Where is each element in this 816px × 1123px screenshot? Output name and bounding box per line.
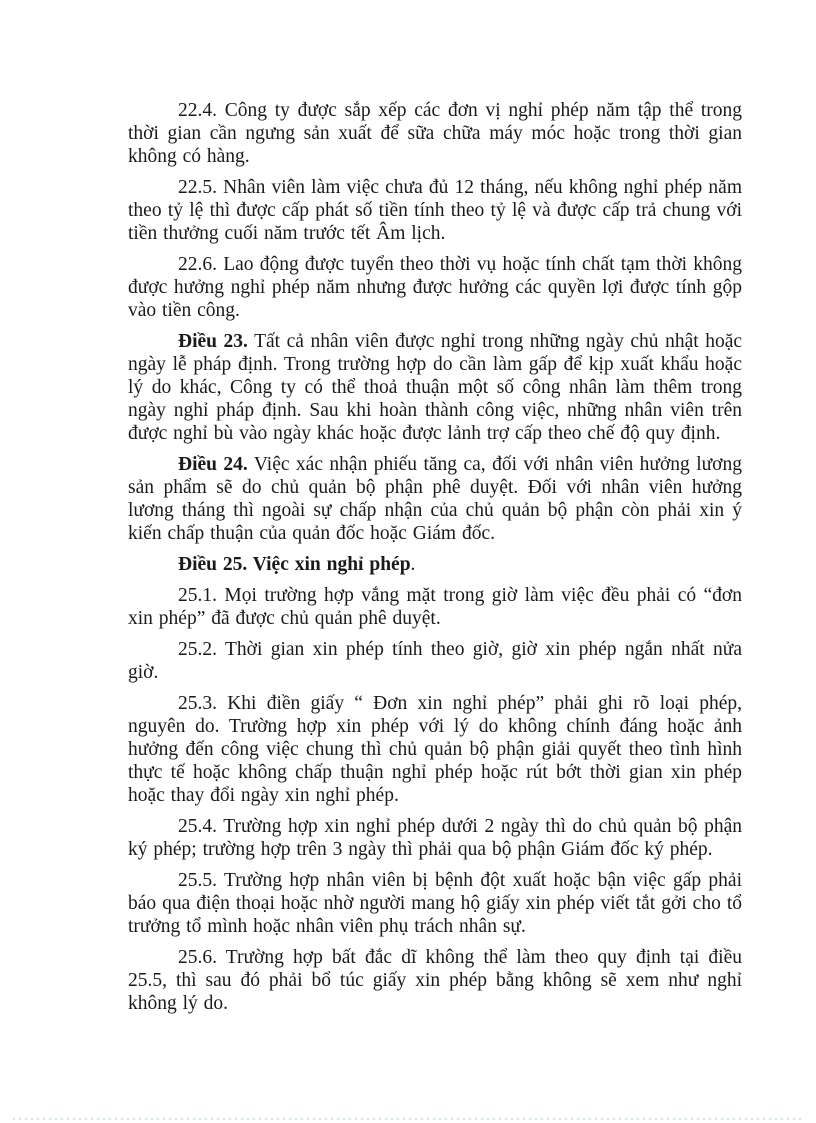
document-body: [128, 99, 742, 1023]
page-bottom-dotted-line: [12, 1117, 804, 1121]
paragraph-22-4-text: 22.4. Công ty được sắp xếp các đơn vị nghỉ phép năm tập thể trong thời gian cần ngưng sản xuất để sữa chữa máy móc hoặc trong thời gian không có hàng.: [128, 100, 742, 167]
paragraph-22-5-text: 22.5. Nhân viên làm việc chưa đủ 12 tháng, nếu không nghỉ phép năm theo tỷ lệ thì được cấp phát số tiền tính theo tỷ lệ và được cấp trả chung với tiền thưởng cuối năm trước tết Âm lịch.: [128, 177, 742, 244]
paragraph-22-6: [128, 253, 742, 322]
article-25-heading: [128, 553, 742, 576]
paragraph-25-1: [128, 584, 742, 630]
paragraph-25-1-text: 25.1. Mọi trường hợp vắng mặt trong giờ làm việc đều phải có “đơn xin phép” đã được chủ quản phê duyệt.: [128, 585, 742, 629]
paragraph-25-5: [128, 869, 742, 938]
paragraph-25-5-text: 25.5. Trường hợp nhân viên bị bệnh đột xuất hoặc bận việc gấp phải báo qua điện thoại hoặc nhờ người mang hộ giấy xin phép viết tắt gởi cho tổ trưởng tổ mình hoặc nhân viên phụ trách nhân sự.: [128, 870, 742, 937]
article-25-heading-bold: Điều 25. Việc xin nghỉ phép: [178, 554, 411, 575]
paragraph-22-5: [128, 176, 742, 245]
article-24: [128, 453, 742, 545]
article-23-heading: Điều 23.: [178, 331, 248, 352]
article-24-text: Việc xác nhận phiếu tăng ca, đối với nhân viên hưởng lương sản phẩm sẽ do chủ quản bộ phận phê duyệt. Đối với nhân viên hưởng lương tháng thì ngoài sự chấp nhận của chủ quản bộ phận còn phải xin ý kiến chấp thuận của quản đốc hoặc Giám đốc.: [128, 454, 742, 544]
paragraph-22-4: [128, 99, 742, 168]
article-25-heading-period: .: [410, 554, 416, 575]
paragraph-25-2-text: 25.2. Thời gian xin phép tính theo giờ, giờ xin phép ngắn nhất nửa giờ.: [128, 639, 742, 683]
paragraph-25-4: [128, 815, 742, 861]
paragraph-25-3: [128, 692, 742, 807]
paragraph-22-6-text: 22.6. Lao động được tuyển theo thời vụ hoặc tính chất tạm thời không được hưởng nghỉ phép năm nhưng được hưởng các quyền lợi được tính gộp vào tiền công.: [128, 254, 742, 321]
paragraph-25-4-text: 25.4. Trường hợp xin nghỉ phép dưới 2 ngày thì do chủ quản bộ phận ký phép; trường hợp trên 3 ngày thì phải qua bộ phận Giám đốc ký phép.: [128, 816, 742, 860]
paragraph-25-3-text: 25.3. Khi điền giấy “ Đơn xin nghỉ phép” phải ghi rõ loại phép, nguyên do. Trường hợp xin phép với lý do không chính đáng hoặc ảnh hưởng đến công việc chung thì chủ quản bộ phận giải quyết theo tình hình thực tế hoặc không chấp thuận nghỉ phép hoặc rút bớt thời gian xin phép hoặc thay đổi ngày xin nghỉ phép.: [128, 693, 742, 806]
article-23: [128, 330, 742, 445]
article-24-heading: Điều 24.: [178, 454, 248, 475]
paragraph-25-6: [128, 946, 742, 1015]
paragraph-25-6-text: 25.6. Trường hợp bất đắc dĩ không thể làm theo quy định tại điều 25.5, thì sau đó phải bổ túc giấy xin phép bằng không sẽ xem như nghỉ không lý do.: [128, 947, 742, 1014]
article-23-text: Tất cả nhân viên được nghỉ trong những ngày chủ nhật hoặc ngày lễ pháp định. Trong trường hợp do cần làm gấp để kịp xuất khẩu hoặc lý do khác, Công ty có thể thoả thuận một số công nhân làm thêm trong ngày nghỉ pháp định. Sau khi hoàn thành công việc, những nhân viên trên được nghỉ bù vào ngày khác hoặc được lảnh trợ cấp theo chế độ quy định.: [128, 331, 743, 444]
paragraph-25-2: [128, 638, 742, 684]
